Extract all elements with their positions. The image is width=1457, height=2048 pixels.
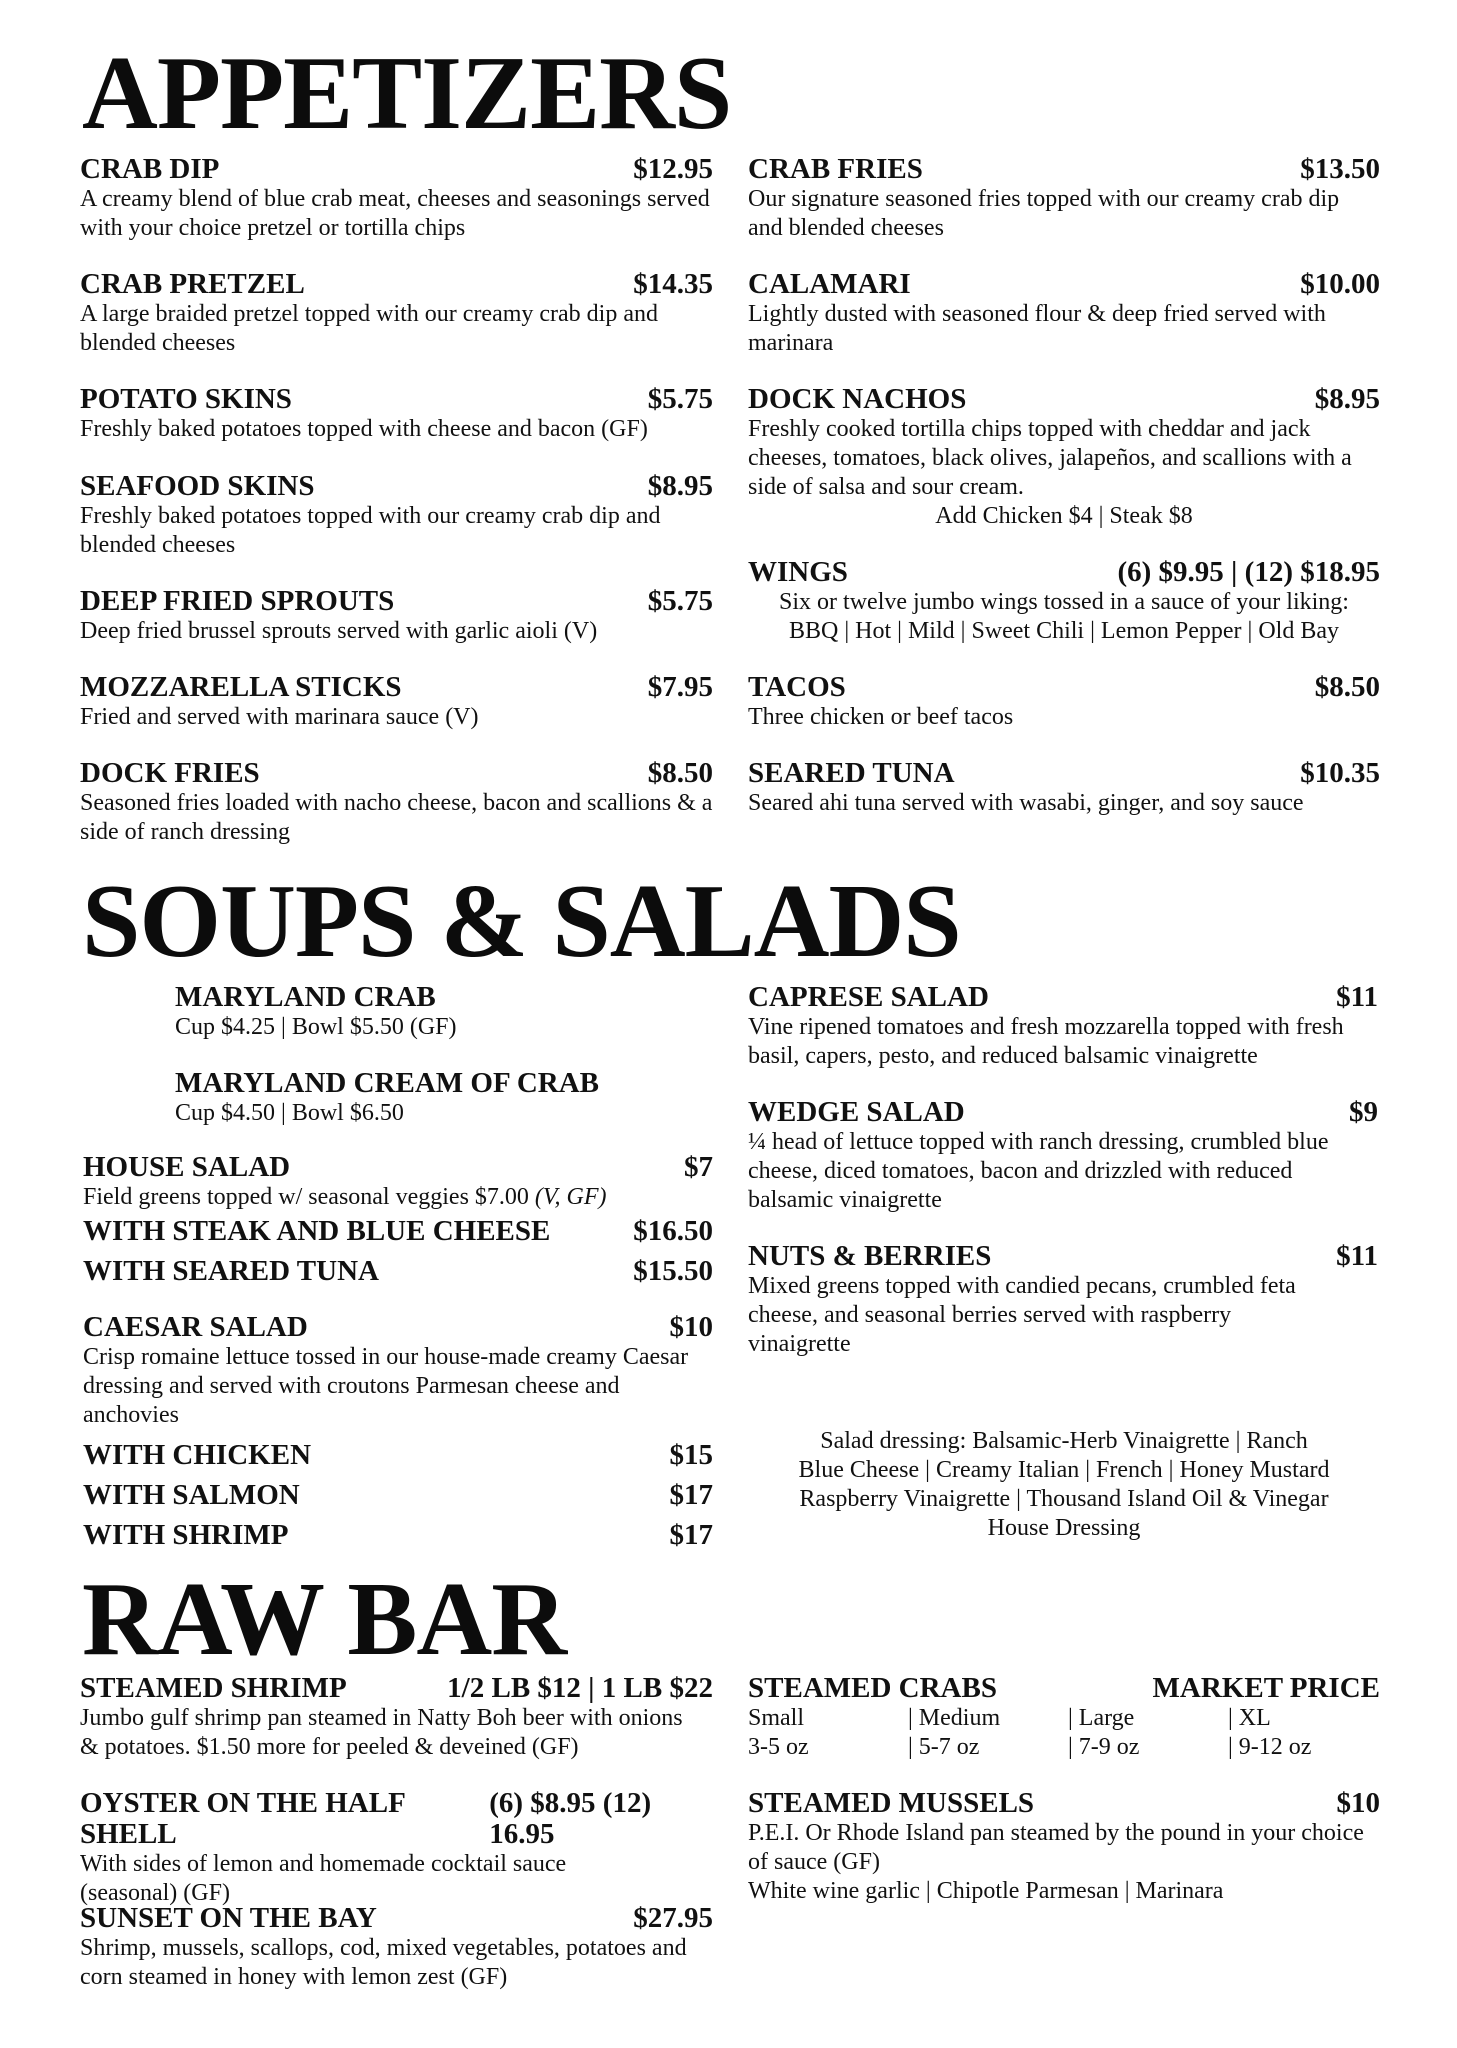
item-name: SUNSET ON THE BAY bbox=[80, 1902, 377, 1934]
item-desc: Six or twelve jumbo wings tossed in a sauce of your liking: bbox=[779, 589, 1349, 615]
item-name: MARYLAND CREAM OF CRAB bbox=[175, 1067, 600, 1099]
dressing-line: Raspberry Vinaigrette | Thousand Island Oil & Vinegar bbox=[799, 1486, 1329, 1512]
item-name: DEEP FRIED SPROUTS bbox=[80, 585, 395, 617]
option-price: $15 bbox=[669, 1439, 713, 1471]
item-desc: Field greens topped w/ seasonal veggies $7.00 bbox=[83, 1184, 529, 1210]
raw-bar-title: RAW BAR bbox=[82, 1560, 567, 1677]
menu-item-steamed-mussels bbox=[748, 1788, 1380, 1906]
weight-label: | 5-7 oz bbox=[908, 1734, 980, 1760]
menu-item-calamari bbox=[748, 269, 1380, 358]
house-salad-steak-option bbox=[83, 1216, 713, 1247]
item-name: CRAB FRIES bbox=[748, 153, 923, 185]
item-name: CAESAR SALAD bbox=[83, 1311, 308, 1343]
item-name: SEARED TUNA bbox=[748, 757, 955, 789]
item-price: $10.35 bbox=[1300, 757, 1380, 789]
caesar-chicken-option bbox=[83, 1440, 713, 1471]
option-price: $15.50 bbox=[633, 1255, 713, 1287]
item-name: WEDGE SALAD bbox=[748, 1096, 965, 1128]
item-name: CAPRESE SALAD bbox=[748, 981, 989, 1013]
menu-item-house-salad bbox=[83, 1152, 713, 1212]
item-desc: Our signature seasoned fries topped with our creamy crab dip and blended cheeses bbox=[748, 186, 1340, 241]
item-price: $27.95 bbox=[633, 1902, 713, 1934]
item-price: $5.75 bbox=[647, 383, 713, 415]
item-name: DOCK NACHOS bbox=[748, 383, 967, 415]
item-name: NUTS & BERRIES bbox=[748, 1240, 992, 1272]
item-name: OYSTER ON THE HALF SHELL bbox=[80, 1787, 405, 1850]
item-name: SEAFOOD SKINS bbox=[80, 470, 315, 502]
item-addon: Add Chicken $4 | Steak $8 bbox=[935, 503, 1193, 529]
caesar-salmon-option bbox=[83, 1480, 713, 1511]
item-price: $8.50 bbox=[647, 757, 713, 789]
item-desc: Three chicken or beef tacos bbox=[748, 704, 1014, 730]
menu-item-crab-pretzel bbox=[80, 269, 730, 358]
item-name: POTATO SKINS bbox=[80, 383, 292, 415]
item-name: MARYLAND CRAB bbox=[175, 981, 436, 1013]
item-desc: A large braided pretzel topped with our creamy crab dip and blended cheeses bbox=[80, 301, 659, 356]
menu-item-seared-tuna bbox=[748, 758, 1380, 818]
menu-item-seafood-skins bbox=[80, 471, 730, 560]
item-price: $10.00 bbox=[1300, 268, 1380, 300]
appetizers-title: APPETIZERS bbox=[82, 34, 732, 151]
item-name: HOUSE SALAD bbox=[83, 1151, 291, 1183]
item-price: $14.35 bbox=[633, 268, 713, 300]
size-label: | Large bbox=[1068, 1705, 1135, 1731]
menu-item-steamed-shrimp bbox=[80, 1673, 720, 1762]
menu-item-maryland-cream-of-crab bbox=[175, 1068, 735, 1128]
menu-item-oyster bbox=[80, 1788, 720, 1908]
option-price: $17 bbox=[669, 1519, 713, 1551]
item-desc: Freshly baked potatoes topped with cheese and bacon (GF) bbox=[80, 416, 648, 442]
item-desc: Jumbo gulf shrimp pan steamed in Natty Boh beer with onions & potatoes. $1.50 more for peeled & deveined (GF) bbox=[80, 1705, 683, 1760]
option-name: WITH SALMON bbox=[83, 1479, 300, 1511]
menu-item-mozzarella-sticks bbox=[80, 672, 713, 732]
menu-item-crab-dip bbox=[80, 154, 713, 243]
menu-item-maryland-crab bbox=[175, 982, 695, 1042]
crab-weight-row bbox=[748, 1733, 1380, 1762]
item-price: MARKET PRICE bbox=[1152, 1672, 1380, 1704]
item-desc: Seared ahi tuna served with wasabi, ginger, and soy sauce bbox=[748, 790, 1304, 816]
item-desc: Lightly dusted with seasoned flour & deep fried served with marinara bbox=[748, 301, 1326, 356]
crab-size-row bbox=[748, 1704, 1380, 1733]
option-name: WITH SHRIMP bbox=[83, 1519, 289, 1551]
item-desc: Seasoned fries loaded with nacho cheese, bacon and scallions & a side of ranch dressing bbox=[80, 790, 713, 845]
dressing-line: Blue Cheese | Creamy Italian | French | Honey Mustard bbox=[798, 1457, 1330, 1483]
item-desc: Freshly baked potatoes topped with our creamy crab dip and blended cheeses bbox=[80, 503, 661, 558]
item-desc: Cup $4.25 | Bowl $5.50 (GF) bbox=[175, 1014, 457, 1040]
item-price: (6) $8.95 (12) 16.95 bbox=[489, 1787, 652, 1850]
option-name: WITH STEAK AND BLUE CHEESE bbox=[83, 1215, 551, 1247]
item-price: $10 bbox=[1336, 1787, 1380, 1819]
option-price: $16.50 bbox=[633, 1215, 713, 1247]
menu-item-deep-fried-sprouts bbox=[80, 586, 713, 646]
menu-item-caprese-salad bbox=[748, 982, 1378, 1071]
house-salad-tuna-option bbox=[83, 1256, 713, 1287]
caesar-shrimp-option bbox=[83, 1520, 713, 1551]
menu-item-potato-skins bbox=[80, 384, 713, 444]
menu-item-sunset-on-the-bay bbox=[80, 1903, 720, 1992]
item-price: $10 bbox=[669, 1311, 713, 1343]
item-price: $8.95 bbox=[647, 470, 713, 502]
item-desc: Shrimp, mussels, scallops, cod, mixed vegetables, potatoes and corn steamed in honey with lemon zest (GF) bbox=[80, 1935, 687, 1990]
item-sauces: BBQ | Hot | Mild | Sweet Chili | Lemon Pepper | Old Bay bbox=[789, 618, 1339, 644]
item-desc: A creamy blend of blue crab meat, cheeses and seasonings served with your choice pretzel or tortilla chips bbox=[80, 186, 710, 241]
item-desc: Deep fried brussel sprouts served with garlic aioli (V) bbox=[80, 618, 598, 644]
item-name: WINGS bbox=[748, 556, 848, 588]
item-name: TACOS bbox=[748, 671, 846, 703]
option-name: WITH SEARED TUNA bbox=[83, 1255, 379, 1287]
item-desc: Freshly cooked tortilla chips topped with cheddar and jack cheeses, tomatoes, black olives, jalapeños, and scallions with a side of salsa and sour cream. bbox=[748, 416, 1352, 500]
item-name: STEAMED SHRIMP bbox=[80, 1672, 347, 1704]
size-label: Small bbox=[748, 1705, 805, 1731]
size-label: | Medium bbox=[908, 1705, 1001, 1731]
item-price: $9 bbox=[1349, 1096, 1378, 1128]
dressing-line: Salad dressing: Balsamic-Herb Vinaigrette | Ranch bbox=[820, 1428, 1308, 1454]
item-price: $13.50 bbox=[1300, 153, 1380, 185]
item-name: STEAMED MUSSELS bbox=[748, 1787, 1035, 1819]
weight-label: | 7-9 oz bbox=[1068, 1734, 1140, 1760]
menu-item-wings bbox=[748, 557, 1380, 646]
menu-item-nuts-berries bbox=[748, 1241, 1378, 1359]
menu-item-dock-fries bbox=[80, 758, 713, 847]
menu-item-dock-nachos bbox=[748, 384, 1388, 531]
item-desc: Cup $4.50 | Bowl $6.50 bbox=[175, 1100, 404, 1126]
item-name: CALAMARI bbox=[748, 268, 911, 300]
diet-tag: (V, GF) bbox=[534, 1184, 607, 1210]
item-price: (6) $9.95 | (12) $18.95 bbox=[1117, 556, 1380, 588]
item-desc: Fried and served with marinara sauce (V) bbox=[80, 704, 479, 730]
menu-item-steamed-crabs bbox=[748, 1673, 1380, 1762]
weight-label: | 9-12 oz bbox=[1228, 1734, 1312, 1760]
item-name: DOCK FRIES bbox=[80, 757, 260, 789]
item-desc: P.E.I. Or Rhode Island pan steamed by the pound in your choice of sauce (GF) bbox=[748, 1820, 1364, 1875]
item-desc: Crisp romaine lettuce tossed in our house-made creamy Caesar dressing and served with croutons Parmesan cheese and anchovies bbox=[83, 1344, 689, 1428]
menu-item-tacos bbox=[748, 672, 1380, 732]
menu-item-wedge-salad bbox=[748, 1097, 1378, 1215]
item-name: CRAB PRETZEL bbox=[80, 268, 305, 300]
weight-label: 3-5 oz bbox=[748, 1734, 809, 1760]
item-desc: Vine ripened tomatoes and fresh mozzarella topped with fresh basil, capers, pesto, and reduced balsamic vinaigrette bbox=[748, 1014, 1344, 1069]
soups-salads-title: SOUPS & SALADS bbox=[82, 862, 961, 979]
item-name: MOZZARELLA STICKS bbox=[80, 671, 402, 703]
item-price: $8.50 bbox=[1314, 671, 1380, 703]
sauce-options: White wine garlic | Chipotle Parmesan | Marinara bbox=[748, 1878, 1224, 1904]
dressing-line: House Dressing bbox=[987, 1515, 1141, 1541]
item-price: 1/2 LB $12 | 1 LB $22 bbox=[447, 1672, 713, 1704]
item-price: $7 bbox=[684, 1151, 713, 1183]
item-desc: With sides of lemon and homemade cocktail sauce (seasonal) (GF) bbox=[80, 1851, 567, 1906]
item-desc: ¼ head of lettuce topped with ranch dressing, crumbled blue cheese, diced tomatoes, bacon and drizzled with reduced balsamic vinaigrette bbox=[748, 1129, 1329, 1213]
item-price: $5.75 bbox=[647, 585, 713, 617]
menu-item-crab-fries bbox=[748, 154, 1380, 243]
option-price: $17 bbox=[669, 1479, 713, 1511]
salad-dressing-list bbox=[748, 1427, 1380, 1543]
item-name: STEAMED CRABS bbox=[748, 1672, 997, 1704]
menu-item-caesar-salad bbox=[83, 1312, 713, 1430]
item-name: CRAB DIP bbox=[80, 153, 220, 185]
size-label: | XL bbox=[1228, 1705, 1271, 1731]
item-price: $11 bbox=[1336, 1240, 1378, 1272]
item-price: $12.95 bbox=[633, 153, 713, 185]
item-price: $8.95 bbox=[1314, 383, 1380, 415]
item-desc: Mixed greens topped with candied pecans, crumbled feta cheese, and seasonal berries served with raspberry vinaigrette bbox=[748, 1273, 1296, 1357]
item-price: $11 bbox=[1336, 981, 1378, 1013]
item-price: $7.95 bbox=[647, 671, 713, 703]
option-name: WITH CHICKEN bbox=[83, 1439, 312, 1471]
